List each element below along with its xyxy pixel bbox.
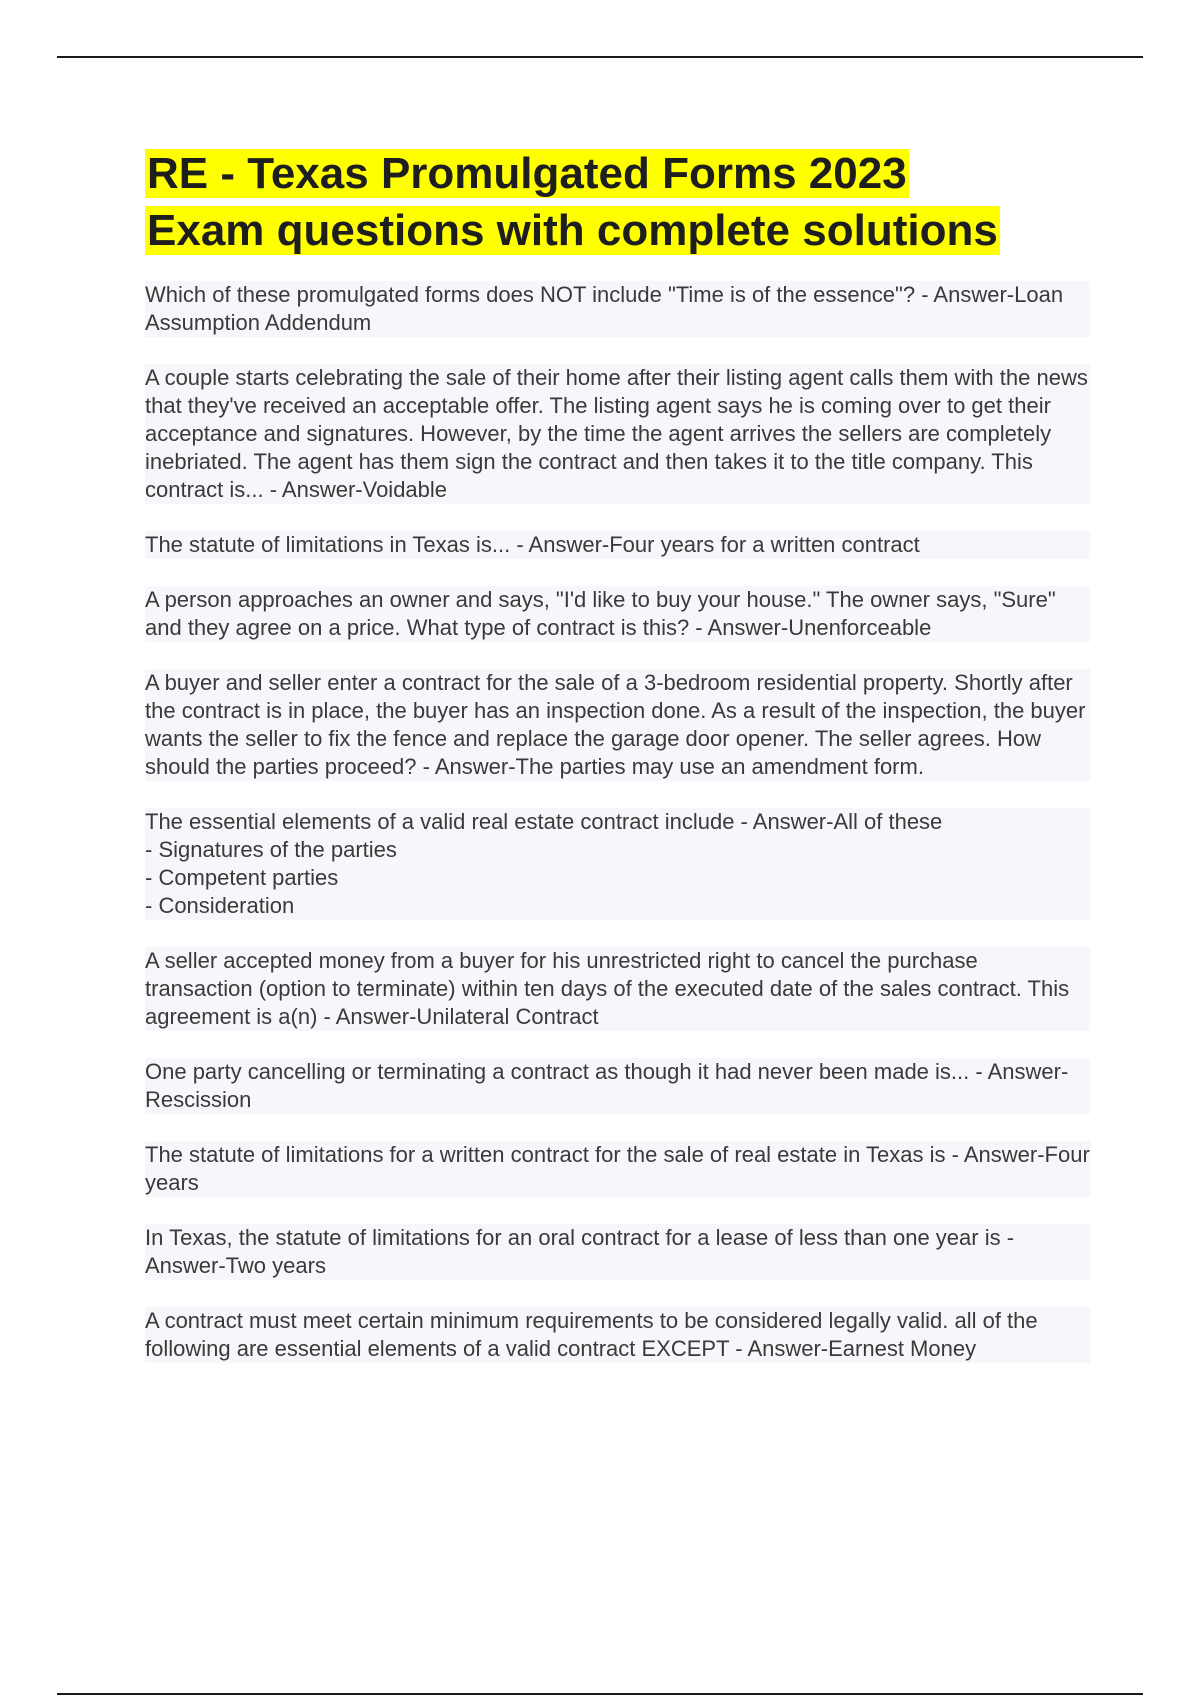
title-line-2: Exam questions with complete solutions <box>147 206 998 255</box>
qa-item-7: A seller accepted money from a buyer for his unrestricted right to cancel the purchase transaction (option to terminate) within ten days of the executed date of the sales contract. This agreement is a(n) - Answer-Unilateral Contract <box>145 947 1090 1031</box>
qa-item-2: A couple starts celebrating the sale of their home after their listing agent calls them with the news that they've received an acceptable offer. The listing agent says he is coming over to get their acceptance and signatures. However, by the time the agent arrives the sellers are completely inebriated. The agent has them sign the contract and then takes it to the title company. This contract is... - Answer-Voidable <box>145 364 1090 504</box>
qa-item-4: A person approaches an owner and says, "I'd like to buy your house." The owner says, "Sure" and they agree on a price. What type of contract is this? - Answer-Unenforceable <box>145 586 1090 642</box>
document-title <box>145 145 1090 259</box>
qa-item-5: A buyer and seller enter a contract for the sale of a 3-bedroom residential property. Shortly after the contract is in place, the buyer has an inspection done. As a result of the inspection, the buyer wants the seller to fix the fence and replace the garage door opener. The seller agrees. How should the parties proceed? - Answer-The parties may use an amendment form. <box>145 669 1090 781</box>
qa-item-8: One party cancelling or terminating a contract as though it had never been made is... - Answer-Rescission <box>145 1058 1090 1114</box>
page-content <box>145 145 1090 1390</box>
qa-item-10: In Texas, the statute of limitations for an oral contract for a lease of less than one year is - Answer-Two years <box>145 1224 1090 1280</box>
title-line-1: RE - Texas Promulgated Forms 2023 <box>147 149 907 198</box>
top-rule <box>57 56 1143 58</box>
qa-item-1: Which of these promulgated forms does NOT include "Time is of the essence"? - Answer-Loan Assumption Addendum <box>145 281 1090 337</box>
qa-item-11: A contract must meet certain minimum requirements to be considered legally valid. all of the following are essential elements of a valid contract EXCEPT - Answer-Earnest Money <box>145 1307 1090 1363</box>
qa-item-9: The statute of limitations for a written contract for the sale of real estate in Texas is - Answer-Four years <box>145 1142 1090 1195</box>
qa-item-6: The essential elements of a valid real estate contract include - Answer-All of these - Signatures of the parties - Competent parties - Consideration <box>145 808 1090 920</box>
qa-item-3: The statute of limitations in Texas is... - Answer-Four years for a written contract <box>145 531 1090 559</box>
bottom-rule <box>57 1693 1143 1695</box>
